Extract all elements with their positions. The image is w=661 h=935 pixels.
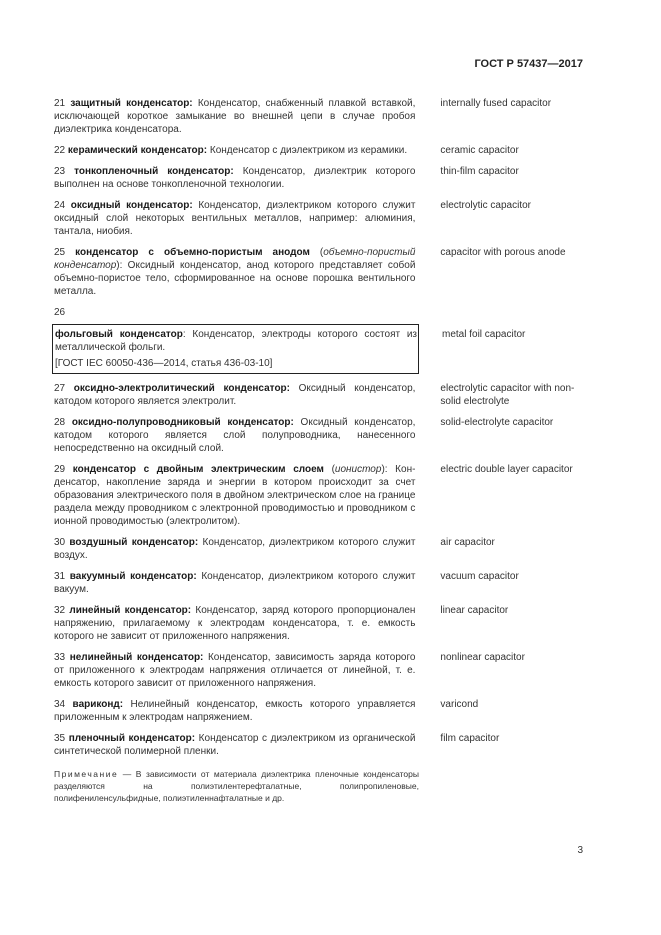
term-english: linear capacitor — [440, 605, 509, 616]
term-list — [54, 97, 584, 804]
document-header: ГОСТ Р 57437—2017 — [474, 58, 583, 70]
term-name: вакуумный конденсатор: — [69, 571, 197, 582]
term-entry-22 — [54, 144, 584, 157]
term-name: пленочный конденсатор: — [68, 733, 196, 744]
term-name: оксидный конденсатор: — [70, 200, 193, 211]
boxed-definition — [52, 324, 419, 374]
term-entry-28 — [54, 416, 584, 455]
term-name: линейный конденсатор: — [69, 605, 192, 616]
term-entry-27 — [54, 382, 584, 408]
term-definition: 21 защитный конденсатор: Конденсатор, снабженный плавкой вставкой, исключающей короткое замыкание во внешней цепи в случае пробоя диэлектрика конденсатора. — [54, 98, 416, 135]
term-name: оксидно-электролитический конденсатор: — [73, 383, 290, 394]
term-source: [ГОСТ IEC 60050-436—2014, статья 436-03-10] — [55, 358, 273, 369]
term-entry-24 — [54, 199, 584, 238]
term-entry-32 — [54, 604, 584, 643]
term-english: metal foil capacitor — [442, 329, 526, 340]
term-definition: 30 воздушный конденсатор: Конденсатор, диэлектриком которого служит воздух. — [54, 537, 416, 561]
term-english: electrolytic capacitor with non-solid electrolyte — [440, 383, 575, 407]
term-name: конденсатор с двойным электрическим слоем — [72, 464, 324, 475]
term-entry-21 — [54, 97, 584, 136]
term-english: solid-electrolyte capacitor — [440, 417, 554, 428]
note-label: Примечание — [54, 769, 119, 779]
term-synonym: ионистор — [334, 464, 382, 475]
term-english: film capacitor — [440, 733, 500, 744]
note-text: — В зависимости от материала диэлектрика пленочные конденсаторы разделяются на полиэтилентерефталатные, полипропиленовые, полифениленсульфидные, полиэтиленнафталатные и др. — [54, 769, 419, 803]
term-entry-26 — [54, 324, 584, 374]
term-definition: 34 вариконд: Нелинейный конденсатор, емкость которого управляется приложенным к электродам напряжением. — [54, 699, 416, 723]
term-english: capacitor with porous anode — [440, 247, 566, 258]
term-entry-30 — [54, 536, 584, 562]
term-english: air capacitor — [440, 537, 495, 548]
term-english: electrolytic capacitor — [440, 200, 532, 211]
term-english: nonlinear capacitor — [440, 652, 525, 663]
term-entry-33 — [54, 651, 584, 690]
term-name: воздушный конденсатор: — [69, 537, 199, 548]
term-name: фольговый конденсатор — [55, 329, 183, 340]
note — [54, 768, 419, 804]
term-english: thin-film capacitor — [440, 166, 519, 177]
term-definition: 31 вакуумный конденсатор: Конденсатор, диэлектриком которого служит вакуум. — [54, 571, 416, 595]
term-entry-23 — [54, 165, 584, 191]
term-entry-25 — [54, 246, 584, 298]
term-definition: 29 конденсатор с двойным электрическим слоем (ионистор): Конденсатор, накопление заряда и энергии в котором происходит за счет образования электрического поля в двойном электрическом слое на границе раздела между проводником с электронной проводимостью и проводником с ионной проводимостью (электролитом). — [54, 464, 416, 527]
term-name: нелинейный конденсатор: — [69, 652, 204, 663]
term-definition: 22 керамический конденсатор: Конденсатор с диэлектриком из керамики. — [54, 145, 408, 156]
term-name: керамический конденсатор: — [67, 145, 208, 156]
term-entry-29 — [54, 463, 584, 528]
term-name: оксидно-полупроводниковый конденсатор: — [71, 417, 294, 428]
term-definition: 33 нелинейный конденсатор: Конденсатор, зависимость заряда которого от приложенного к электродам напряжения отличается от линейной, т. е. емкость которого зависит от приложенного напряжения. — [54, 652, 416, 689]
term-definition: 27 оксидно-электролитический конденсатор: Оксидный конденсатор, катодом которого является электролит. — [54, 383, 416, 407]
term-definition: 32 линейный конденсатор: Конденсатор, заряд которого пропорционален напряжению, прилагаемому к электродам конденсатора, т. е. емкость которого не зависит от приложенного напряжения. — [54, 605, 416, 642]
page-number: 3 — [577, 845, 583, 856]
term-english: varicond — [440, 699, 479, 710]
term-definition: фольговый конденсатор: Конденсатор, электроды которого состоят из металлической фольги. — [55, 329, 417, 353]
term-definition: 35 пленочный конденсатор: Конденсатор с диэлектриком из органической синтетической полимерной пленки. — [54, 733, 416, 757]
term-english: ceramic capacitor — [440, 145, 519, 156]
term-entry-31 — [54, 570, 584, 596]
term-synonym: объемно-пористый конденсатор — [54, 247, 416, 271]
term-definition: 24 оксидный конденсатор: Конденсатор, диэлектриком которого служит оксидный слой некоторых вентильных металлов, например: алюминия, тантала, ниобия. — [54, 200, 416, 237]
term-english: electric double layer capacitor — [440, 464, 573, 475]
term-definition: 23 тонкопленочный конденсатор: Конденсатор, диэлектрик которого выполнен на основе тонкопленочной технологии. — [54, 166, 416, 190]
term-english: internally fused capacitor — [440, 98, 552, 109]
term-name: конденсатор с объемно-пористым анодом — [75, 247, 310, 258]
term-name: вариконд: — [72, 699, 124, 710]
term-definition: 28 оксидно-полупроводниковый конденсатор: Оксидный конденсатор, катодом которого является слой полупроводника, нанесенного непосредственно на оксидный слой. — [54, 417, 416, 454]
term-entry-34 — [54, 698, 584, 724]
term-entry-35 — [54, 732, 584, 758]
term-english: vacuum capacitor — [440, 571, 519, 582]
term-number-26: 26 — [54, 307, 66, 318]
term-definition: 25 конденсатор с объемно-пористым анодом (объемно-пористый конденсатор): Оксидный конденсатор, анод которого представляет собой объемно-пористое тело, сформированное на основе порошка вентильного металла. — [54, 247, 416, 297]
term-name: тонкопленочный конденсатор: — [74, 166, 234, 177]
term-name: защитный конденсатор: — [70, 98, 193, 109]
